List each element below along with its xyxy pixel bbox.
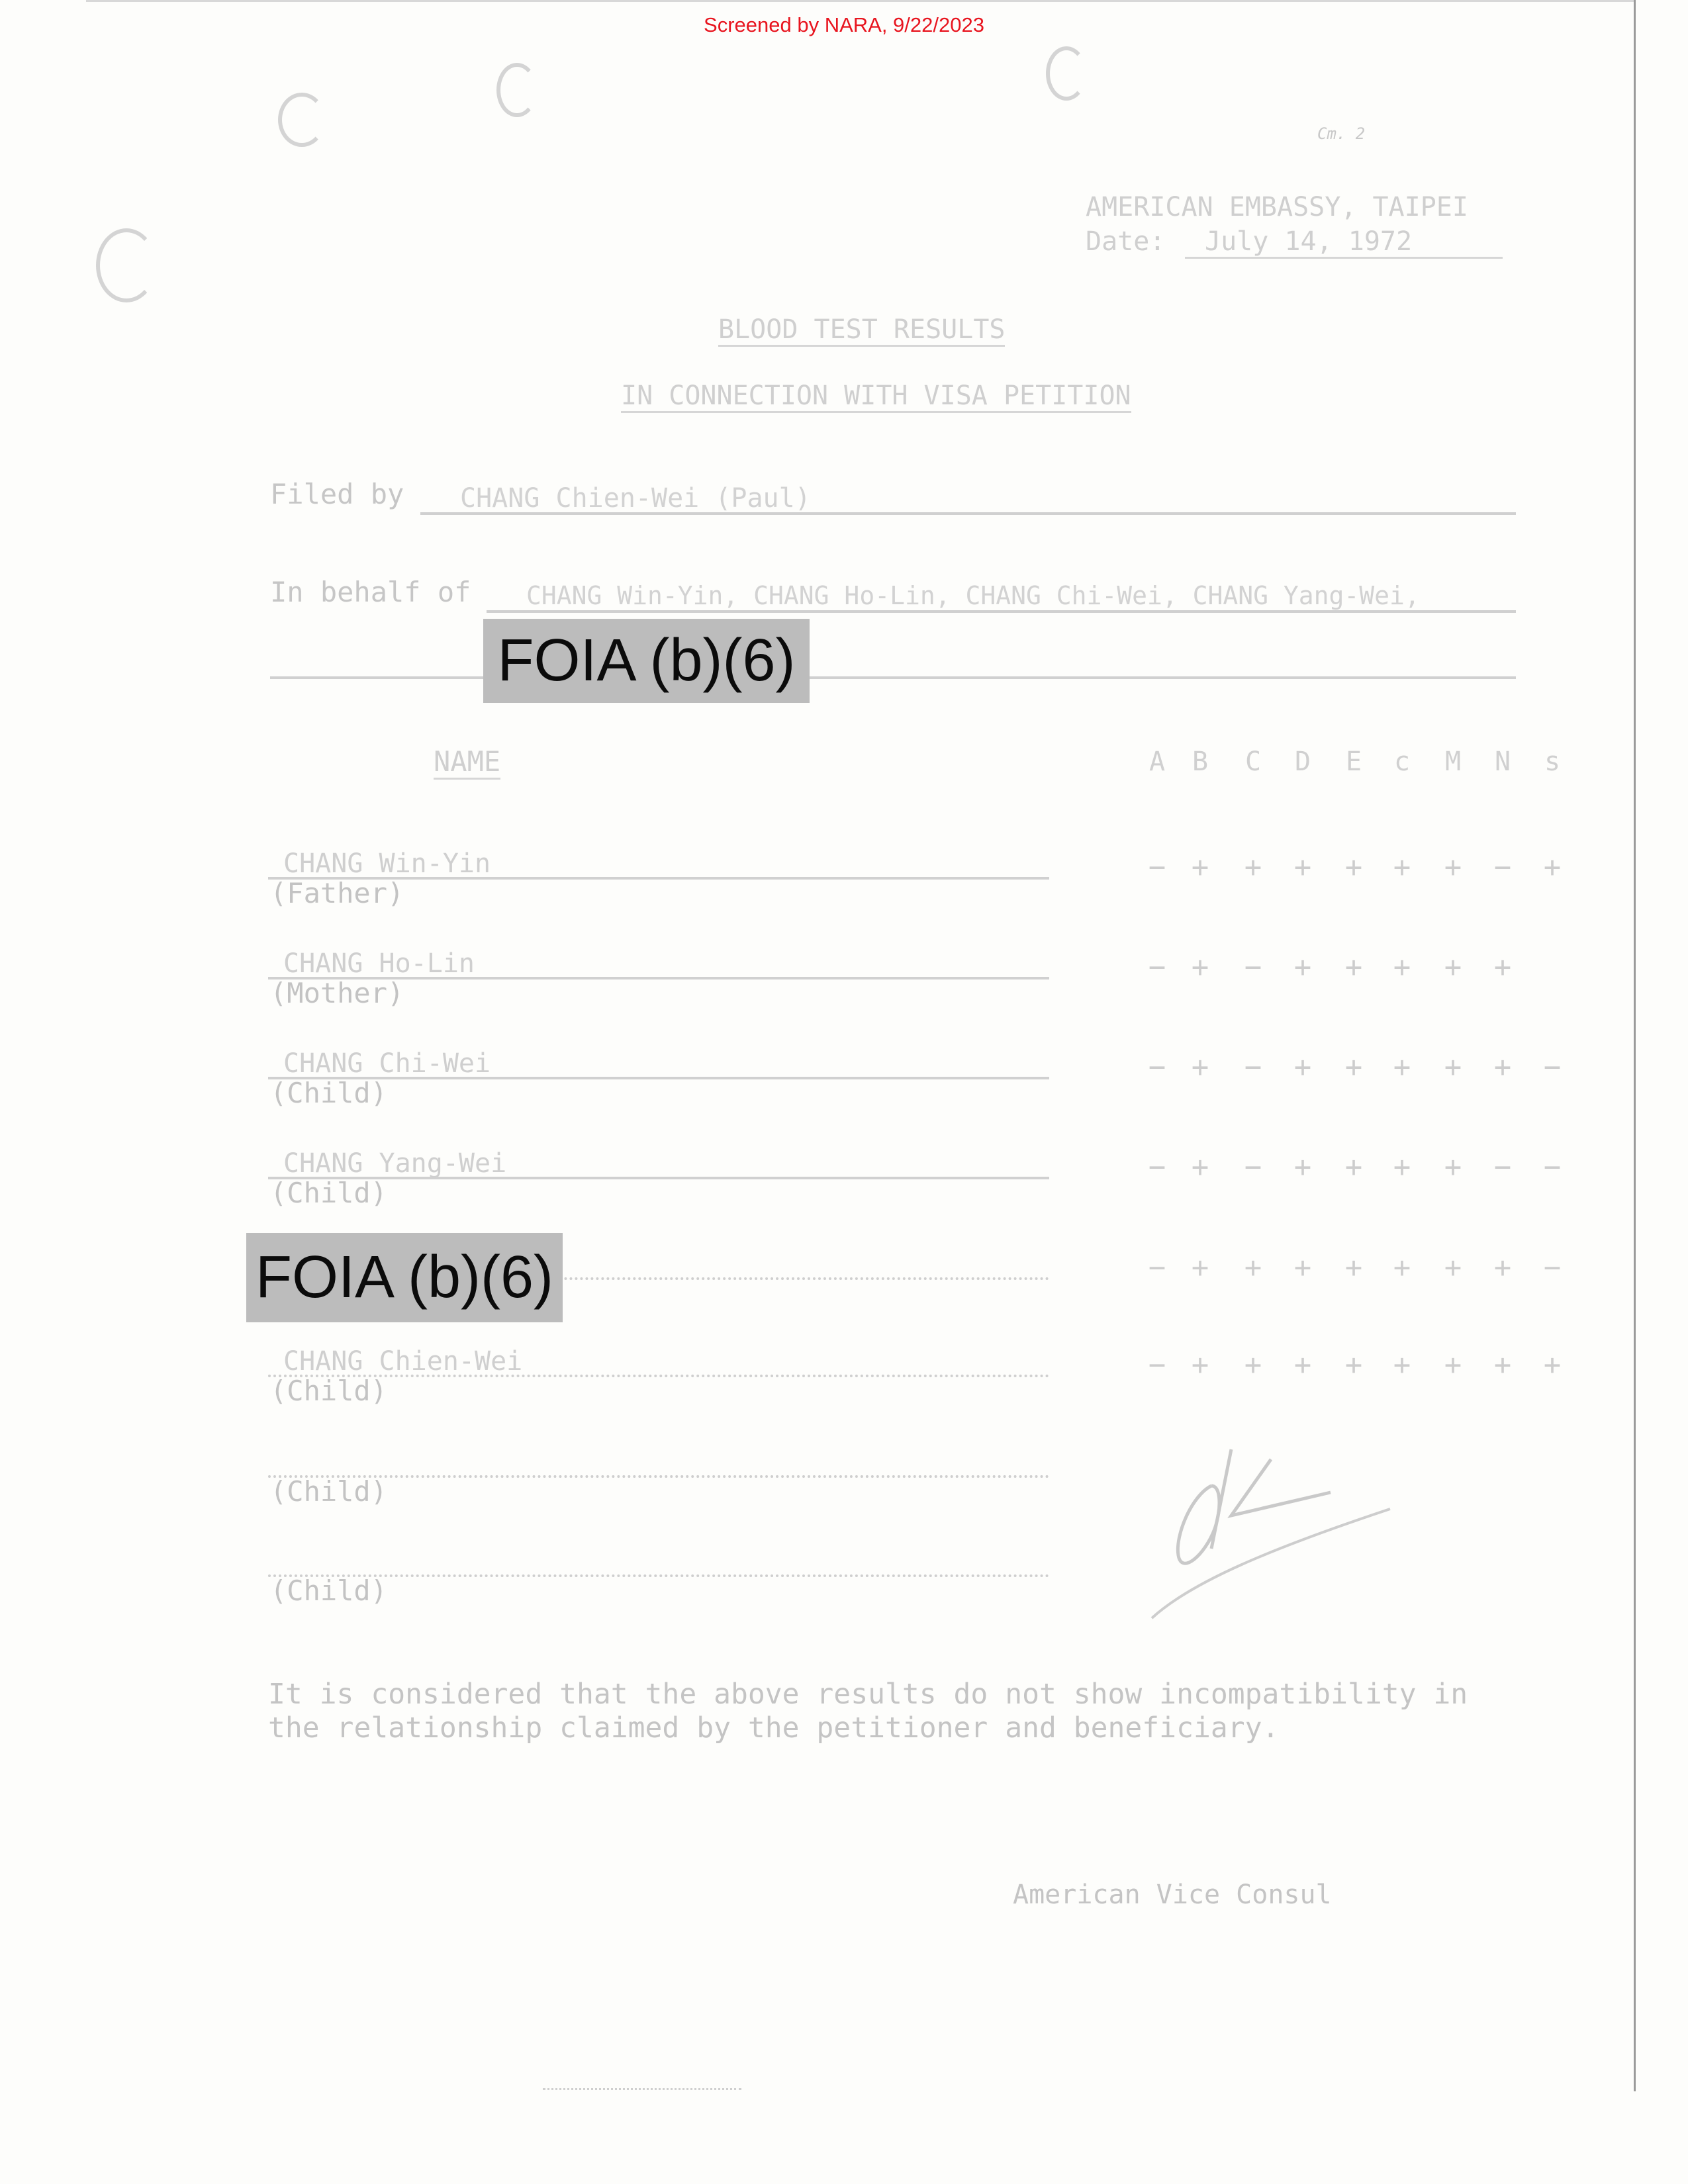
- result-cell: +: [1344, 850, 1363, 884]
- embassy-name: AMERICAN EMBASSY, TAIPEI: [1086, 192, 1468, 222]
- result-cell: +: [1493, 1251, 1512, 1285]
- name-column-header: NAME: [434, 745, 500, 780]
- result-cell: −: [1543, 1251, 1562, 1285]
- result-cell: +: [1543, 1348, 1562, 1382]
- row-member-name: CHANG Ho-Lin: [283, 948, 475, 979]
- row-member-relationship: (Mother): [270, 977, 404, 1009]
- column-header-6: M: [1444, 747, 1462, 777]
- row-member-name: CHANG Chi-Wei: [283, 1048, 491, 1079]
- result-cell: +: [1444, 1150, 1462, 1184]
- foia-redaction-1: FOIA (b)(6): [483, 619, 810, 703]
- result-cell: +: [1293, 1251, 1312, 1285]
- filed-by-label: Filed by: [270, 478, 404, 510]
- result-cell: +: [1191, 1050, 1209, 1084]
- result-cell: +: [1393, 1150, 1411, 1184]
- result-cell: +: [1293, 1348, 1312, 1382]
- result-cell: −: [1148, 1050, 1166, 1084]
- result-cell: −: [1493, 1150, 1512, 1184]
- document-subtitle: IN CONNECTION WITH VISA PETITION: [621, 381, 1131, 413]
- result-cell: −: [1148, 1348, 1166, 1382]
- result-cell: +: [1344, 1251, 1363, 1285]
- page-right-edge: [1634, 0, 1636, 2091]
- column-header-4: E: [1345, 747, 1362, 777]
- result-cell: −: [1244, 1050, 1262, 1084]
- result-cell: +: [1393, 1050, 1411, 1084]
- result-cell: −: [1148, 1150, 1166, 1184]
- result-cell: +: [1493, 1348, 1512, 1382]
- column-header-3: D: [1294, 747, 1311, 777]
- in-behalf-of-line-2: [270, 676, 1516, 679]
- result-cell: +: [1444, 1348, 1462, 1382]
- row-member-relationship: (Father): [270, 877, 404, 909]
- result-cell: +: [1191, 950, 1209, 984]
- document-title: BLOOD TEST RESULTS: [718, 314, 1005, 347]
- result-cell: −: [1493, 850, 1512, 884]
- vice-consul-title: American Vice Consul: [1013, 1880, 1332, 1910]
- result-cell: +: [1244, 850, 1262, 884]
- result-cell: +: [1543, 850, 1562, 884]
- result-cell: −: [1244, 1150, 1262, 1184]
- row-member-relationship: (Child): [270, 1574, 388, 1607]
- row-member-relationship: (Child): [270, 1177, 388, 1209]
- column-header-5: c: [1393, 747, 1411, 777]
- punch-hole-icon: [496, 63, 538, 117]
- date-label: Date:: [1086, 226, 1166, 257]
- row-member-name: CHANG Chien-Wei: [283, 1346, 523, 1377]
- result-cell: −: [1148, 850, 1166, 884]
- result-cell: +: [1293, 850, 1312, 884]
- result-cell: +: [1444, 950, 1462, 984]
- result-cell: +: [1191, 1150, 1209, 1184]
- result-cell: +: [1344, 1348, 1363, 1382]
- result-cell: +: [1244, 1348, 1262, 1382]
- result-cell: −: [1543, 1050, 1562, 1084]
- row-member-relationship: (Child): [270, 1375, 388, 1407]
- handwritten-ok-signature: [1139, 1423, 1417, 1621]
- result-cell: +: [1293, 1050, 1312, 1084]
- result-cell: +: [1191, 1251, 1209, 1285]
- column-header-0: A: [1149, 747, 1166, 777]
- row-member-relationship: (Child): [270, 1475, 388, 1508]
- result-cell: +: [1493, 950, 1512, 984]
- column-header-7: N: [1494, 747, 1511, 777]
- result-cell: +: [1344, 950, 1363, 984]
- result-cell: +: [1393, 1251, 1411, 1285]
- conclusion-line-2: the relationship claimed by the petitioner and beneficiary.: [268, 1711, 1280, 1745]
- punch-hole-icon: [278, 93, 326, 147]
- column-header-8: s: [1544, 747, 1561, 777]
- nara-screening-stamp: Screened by NARA, 9/22/2023: [704, 13, 984, 36]
- page-bottom-mark: [543, 2088, 741, 2090]
- result-cell: −: [1148, 950, 1166, 984]
- result-cell: +: [1344, 1150, 1363, 1184]
- filed-by-value: CHANG Chien-Wei (Paul): [460, 483, 811, 514]
- result-cell: −: [1543, 1150, 1562, 1184]
- result-cell: −: [1244, 950, 1262, 984]
- foia-redaction-2: FOIA (b)(6): [246, 1233, 563, 1322]
- corner-note: Cm. 2: [1317, 124, 1366, 143]
- in-behalf-of-line: [487, 610, 1516, 613]
- punch-hole-icon: [1046, 46, 1087, 101]
- conclusion-line-1: It is considered that the above results do not show incompatibility in: [268, 1678, 1468, 1711]
- punch-hole-icon: [96, 228, 157, 302]
- page-top-edge: [86, 0, 1635, 2]
- result-cell: +: [1393, 950, 1411, 984]
- in-behalf-of-value: CHANG Win-Yin, CHANG Ho-Lin, CHANG Chi-Wei, CHANG Yang-Wei,: [526, 581, 1420, 610]
- column-header-1: B: [1192, 747, 1209, 777]
- result-cell: +: [1444, 850, 1462, 884]
- row-member-name: CHANG Win-Yin: [283, 848, 491, 879]
- in-behalf-of-label: In behalf of: [270, 576, 471, 608]
- result-cell: +: [1393, 850, 1411, 884]
- result-cell: +: [1444, 1050, 1462, 1084]
- column-header-2: C: [1244, 747, 1262, 777]
- result-cell: +: [1493, 1050, 1512, 1084]
- result-cell: +: [1191, 1348, 1209, 1382]
- result-cell: +: [1293, 1150, 1312, 1184]
- result-cell: +: [1244, 1251, 1262, 1285]
- row-member-name: CHANG Yang-Wei: [283, 1148, 507, 1179]
- result-cell: +: [1393, 1348, 1411, 1382]
- result-cell: +: [1444, 1251, 1462, 1285]
- date-value: July 14, 1972: [1185, 226, 1503, 259]
- row-member-relationship: (Child): [270, 1077, 388, 1109]
- result-cell: −: [1148, 1251, 1166, 1285]
- result-cell: +: [1293, 950, 1312, 984]
- result-cell: +: [1191, 850, 1209, 884]
- result-cell: +: [1344, 1050, 1363, 1084]
